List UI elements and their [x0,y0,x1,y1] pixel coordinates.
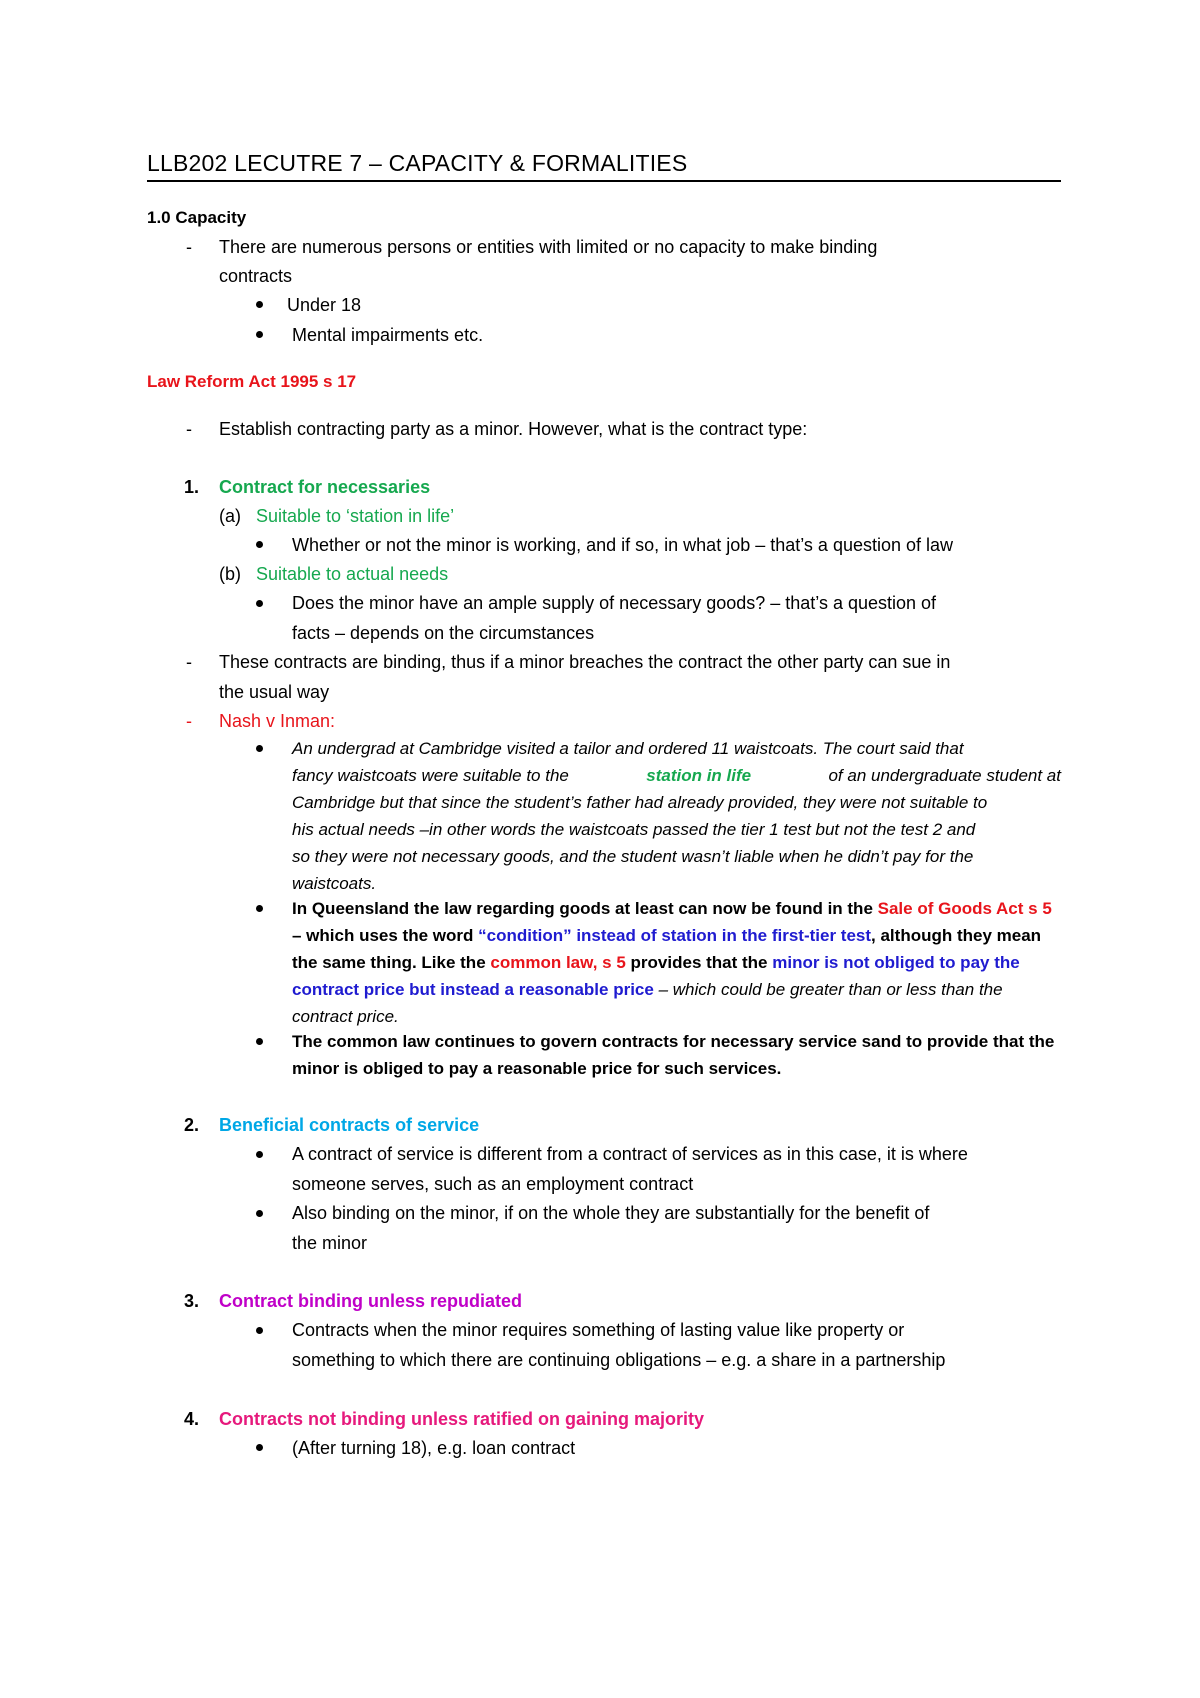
bullet-marker [256,745,263,752]
beneficial-bullet-1-line-2: someone serves, such as an employment contract [292,1174,694,1194]
ratified-bullet: (After turning 18), e.g. loan contract [292,1438,576,1458]
common-law-line-1: The common law continues to govern contracts for necessary service sand to provide that the [292,1032,1055,1051]
establish-minor-line: Establish contracting party as a minor. However, what is the contract type: [219,419,808,439]
nash-line-4: his actual needs –in other words the waistcoats passed the tier 1 test but not the test 2 and [292,820,976,839]
nash-line-1: An undergrad at Cambridge visited a tailor and ordered 11 waistcoats. The court said that [292,739,964,758]
qld-line-3c: provides that the [630,953,768,972]
qld-line-4b: – which could be greater than or less than the [658,980,1003,999]
beneficial-bullet-1-line-1: A contract of service is different from a contract of services as in this case, it is where [292,1144,968,1164]
nash-line-2a: fancy waistcoats were suitable to the [292,766,569,785]
bullet-marker [256,1210,263,1217]
bullet-marker [256,1038,263,1045]
common-law-s5: common law, s 5 [490,953,626,972]
qld-line-3 [292,952,1020,974]
capacity-intro-line-2: contracts [219,266,293,286]
qld-line-1a: In Queensland the law regarding goods at least can now be found in the [292,899,873,918]
repudiated-heading: Contract binding unless repudiated [219,1291,523,1311]
title-underline [147,180,1061,182]
sub-label-b: (b) [219,564,241,584]
nash-line-2c: of an undergraduate student at [828,766,1061,785]
qld-line-1 [292,898,1052,920]
qld-line-2a: – which uses the word [292,926,474,945]
sub-label-a: (a) [219,506,241,526]
capacity-intro-line-1: There are numerous persons or entities with limited or no capacity to make binding [219,237,878,257]
bullet-marker [256,1327,263,1334]
actual-needs-heading: Suitable to actual needs [256,564,449,584]
repudiated-bullet-line-1: Contracts when the minor requires something of lasting value like property or [292,1320,905,1340]
dash-marker: - [186,711,192,731]
nash-line-5: so they were not necessary goods, and the student wasn’t liable when he didn’t pay for the [292,847,974,866]
station-bullet: Whether or not the minor is working, and if so, in what job – that’s a question of law [292,535,954,555]
qld-line-3a: the same thing. Like the [292,953,486,972]
nash-line-2 [292,765,1061,787]
list-number-3: 3. [184,1291,200,1311]
nash-line-3: Cambridge but that since the student’s father had already provided, they were not suitable to [292,793,988,812]
qld-line-2 [292,925,1041,947]
first-tier-test: instead of station in the first-tier test [576,926,872,945]
bullet-marker [256,1444,263,1451]
dash-marker: - [186,652,192,672]
bullet-marker [256,541,263,548]
minor-not-obliged: minor is not obliged to pay the [772,953,1020,972]
bullet-marker [256,905,263,912]
sale-of-goods-act: Sale of Goods Act s 5 [877,899,1052,918]
station-in-life-highlight: station in life [646,766,752,785]
list-number-4: 4. [184,1409,200,1429]
bullet-marker [256,301,263,308]
bullet-marker [256,331,263,338]
actual-needs-bullet-line-2: facts – depends on the circumstances [292,623,595,643]
reasonable-price: contract price but instead a reasonable price [292,980,654,999]
case-nash-v-inman: Nash v Inman: [219,711,336,731]
binding-line-2: the usual way [219,682,330,702]
beneficial-contracts-heading: Beneficial contracts of service [219,1115,480,1135]
repudiated-bullet-line-2: something to which there are continuing obligations – e.g. a share in a partnership [292,1350,946,1370]
document-title: LLB202 LECUTRE 7 – CAPACITY & FORMALITIES [147,150,688,176]
dash-marker: - [186,237,192,257]
qld-line-4 [292,979,1003,1001]
necessaries-heading: Contract for necessaries [219,477,431,497]
bullet-marker [256,600,263,607]
station-in-life-heading: Suitable to ‘station in life’ [256,506,455,526]
nash-line-6: waistcoats. [292,874,377,893]
qld-line-2d: , although they mean [871,926,1042,945]
capacity-bullet-mental: Mental impairments etc. [292,325,484,345]
beneficial-bullet-2-line-2: the minor [292,1233,368,1253]
actual-needs-bullet-line-1: Does the minor have an ample supply of necessary goods? – that’s a question of [292,593,937,613]
qld-line-5: contract price. [292,1007,399,1026]
ratified-heading: Contracts not binding unless ratified on gaining majority [219,1409,705,1429]
bullet-marker [256,1151,263,1158]
common-law-line-2: minor is obliged to pay a reasonable price for such services. [292,1059,782,1078]
beneficial-bullet-2-line-1: Also binding on the minor, if on the whole they are substantially for the benefit of [292,1203,930,1223]
list-number-1: 1. [184,477,200,497]
dash-marker: - [186,419,192,439]
law-reform-act-heading: Law Reform Act 1995 s 17 [147,372,357,391]
capacity-bullet-under-18: Under 18 [287,295,362,315]
condition-word: “condition” [478,926,572,945]
binding-line-1: These contracts are binding, thus if a minor breaches the contract the other party can sue in [219,652,951,672]
section-heading-capacity: 1.0 Capacity [147,208,247,227]
list-number-2: 2. [184,1115,200,1135]
